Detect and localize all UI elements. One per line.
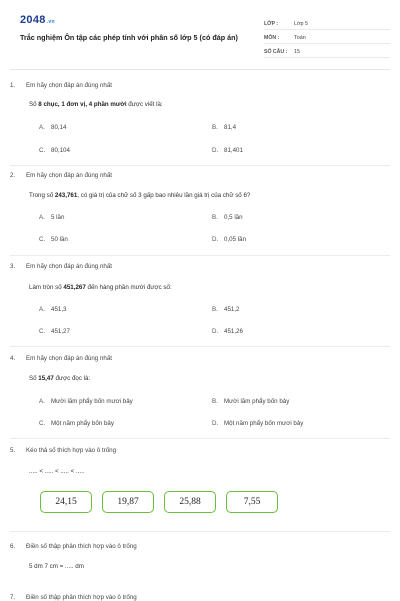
question-instruction: Em hãy chọn đáp án đúng nhất (26, 172, 113, 179)
question-1-option-b[interactable]: B. 81,4 (212, 124, 237, 131)
divider (10, 255, 390, 256)
meta-key: LỚP : (264, 20, 279, 27)
question-number: 6. (10, 543, 16, 550)
question-3-option-c[interactable]: C. 451,27 (39, 328, 70, 335)
question-5-blanks[interactable]: ..... < ..... < ..... < ..... (29, 468, 85, 475)
meta-row-count (264, 46, 390, 58)
page-title: Trắc nghiệm Ôn tập các phép tính với phân số lớp 5 (có đáp án) (20, 33, 238, 42)
drag-chip[interactable]: 24,15 (40, 491, 92, 513)
question-number: 3. (10, 263, 16, 270)
question-4-heading (10, 355, 112, 362)
drag-chip[interactable]: 19,87 (102, 491, 154, 513)
meta-info (264, 18, 390, 60)
question-3-option-d[interactable]: D. 451,26 (212, 328, 243, 335)
question-2-option-a[interactable]: A. 5 lần (39, 214, 65, 221)
question-instruction: Em hãy chọn đáp án đúng nhất (26, 355, 113, 362)
question-3-option-a[interactable]: A. 451,3 (39, 306, 67, 313)
question-1-option-c[interactable]: C. 80,104 (39, 147, 70, 154)
question-2-option-b[interactable]: B. 0,5 lần (212, 214, 243, 221)
question-2-text: Trong số 243,761, có giá trị của chữ số 3 gấp bao nhiêu lần giá trị của chữ số 6? (29, 192, 251, 199)
question-2-option-c[interactable]: C. 50 lần (39, 236, 68, 243)
question-1-heading (10, 82, 112, 89)
meta-value: 15 (294, 48, 300, 55)
question-number: 7. (10, 594, 16, 601)
question-2-heading (10, 172, 112, 179)
question-3-heading (10, 263, 112, 270)
question-instruction: Điền số thập phân thích hợp vào ô trống (26, 594, 137, 601)
drag-chip[interactable]: 25,88 (164, 491, 216, 513)
question-6-heading (10, 543, 137, 550)
drag-chip-group (40, 491, 278, 513)
question-1-option-a[interactable]: A. 80,14 (39, 124, 67, 131)
question-instruction: Điền số thập phân thích hợp vào ô trống (26, 543, 137, 550)
divider (10, 165, 390, 166)
question-4-option-a[interactable]: A. Mười lăm phẩy bốn mươi bảy (39, 398, 133, 405)
question-4-option-b[interactable]: B. Mười lăm phẩy bốn bảy (212, 398, 290, 405)
drag-chip[interactable]: 7,55 (226, 491, 278, 513)
divider (10, 346, 390, 347)
question-4-option-d[interactable]: D. Một năm phẩy bốn mươi bảy (212, 420, 304, 427)
question-instruction: Em hãy chọn đáp án đúng nhất (26, 82, 113, 89)
question-2-option-d[interactable]: D. 0,05 lần (212, 236, 247, 243)
meta-value: Lớp 5 (294, 20, 309, 27)
divider (10, 438, 390, 439)
divider (10, 531, 390, 532)
question-6-text[interactable]: 5 dm 7 cm = ..... dm (29, 563, 84, 570)
question-instruction: Kéo thả số thích hợp vào ô trống (26, 447, 117, 454)
meta-value: Toán (294, 34, 306, 41)
question-5-heading (10, 447, 116, 454)
question-number: 2. (10, 172, 16, 179)
question-4-text: Số 15,47 được đọc là: (29, 375, 91, 382)
worksheet-header (10, 8, 390, 70)
question-4-option-c[interactable]: C. Một năm phẩy bốn bảy (39, 420, 114, 427)
question-number: 1. (10, 82, 16, 89)
question-3-text: Làm tròn số 451,267 đến hàng phần mười được số: (29, 284, 172, 291)
meta-key: MÔN : (264, 34, 280, 41)
question-number: 5. (10, 447, 16, 454)
question-1-option-d[interactable]: D. 81,401 (212, 147, 243, 154)
question-number: 4. (10, 355, 16, 362)
question-3-option-b[interactable]: B. 451,2 (212, 306, 240, 313)
question-instruction: Em hãy chọn đáp án đúng nhất (26, 263, 113, 270)
meta-row-class (264, 18, 390, 30)
question-1-text: Số 8 chục, 1 đơn vị, 4 phần mười được viết là: (29, 101, 163, 108)
site-logo[interactable]: 2048.vn (20, 14, 55, 26)
meta-row-subject (264, 32, 390, 44)
meta-key: SỐ CÂU : (264, 48, 288, 55)
